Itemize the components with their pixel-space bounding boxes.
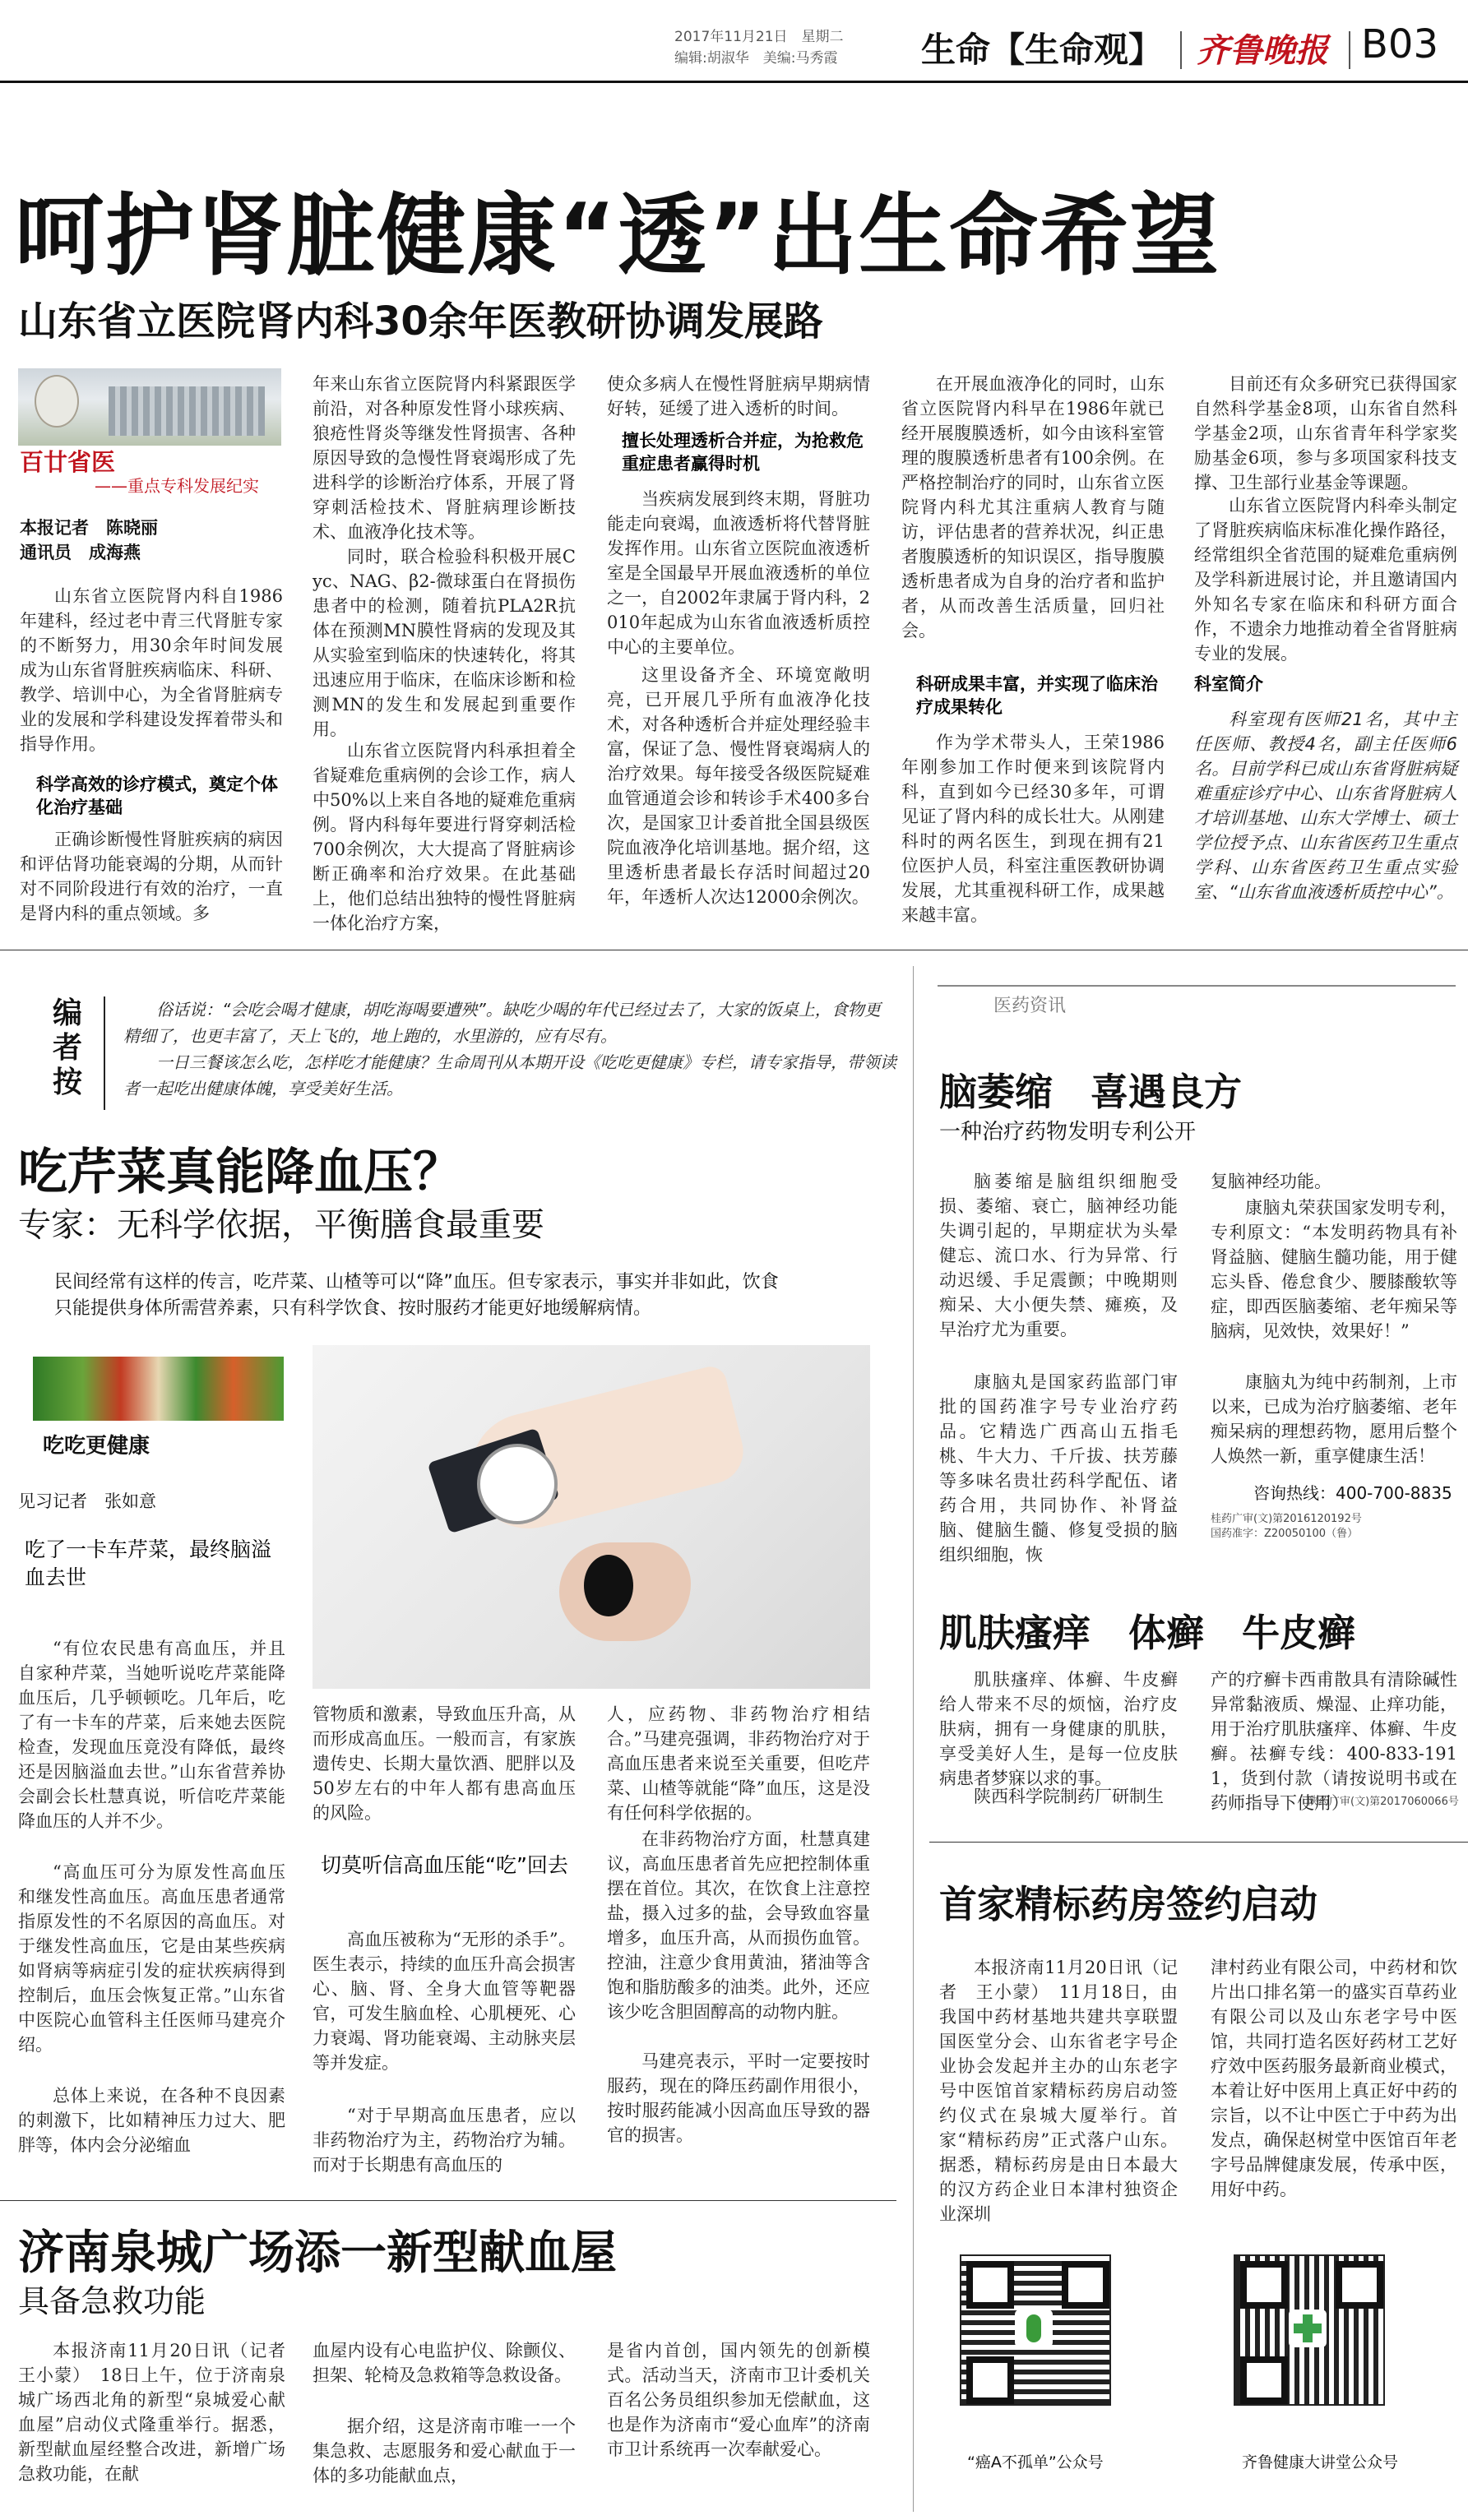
pharma-tag: 医药资讯 xyxy=(987,992,1072,1017)
lead-subtitle: 山东省立医院肾内科30余年医教研协调发展路 xyxy=(18,298,823,344)
column-tag: 吃吃更健康 xyxy=(43,1434,151,1459)
lead-col1-text: 山东省立医院肾内科自1986年建科，经过老中青三代肾脏专家的不断努力，用30余年时间发展成为山东省肾脏疾病临床、科研、教学、培训中心，为全省肾脏病专业的发展和学科建设发挥着带头和指导作用。 xyxy=(20,586,283,754)
page-number: B03 xyxy=(1361,21,1439,67)
celery-subhead-2: 切莫听信高血压能“吃”回去 xyxy=(321,1853,568,1877)
celery-headline: 吃芹菜真能降血压？ xyxy=(18,1144,462,1201)
ad1-phone: 咨询热线：400-700-8835 xyxy=(1253,1483,1452,1503)
qr-logo-icon xyxy=(1289,2310,1327,2347)
column-divider xyxy=(913,966,914,2512)
qr-code-1[interactable] xyxy=(960,2254,1111,2406)
issue-date: 2017年11月21日 星期二 xyxy=(674,29,844,45)
qr-caption-2: 齐鲁健康大讲堂公众号 xyxy=(1242,2453,1399,2471)
qr-caption-1: “癌A不孤单”公众号 xyxy=(967,2453,1104,2471)
paper-logo: 齐鲁晚报 xyxy=(1197,31,1328,70)
celery-col1c-text: 总体上来说，在各种不良因素的刺激下，比如精神压力过大、肥胖等，体内会分泌缩血 xyxy=(18,2086,285,2155)
pharma-news-rule xyxy=(929,1842,1468,1843)
celery-intro: 民间经常有这样的传言，吃芹菜、山楂等可以“降”血压。但专家表示，事实并非如此，饮食只能提供身体所需营养素，只有科学饮食、按时服药才能更好地缓解病情。 xyxy=(54,1272,779,1319)
ad2-headline: 肌肤瘙痒 体癣 牛皮癣 xyxy=(939,1611,1355,1655)
ad2-col1-text: 肌肤瘙痒、体癣、牛皮癣给人带来不尽的烦恼，治疗皮肤病，拥有一身健康的肌肤，享受美好人生，是每一位皮肤病患者梦寐以求的事。 xyxy=(939,1670,1178,1788)
pharma-top-rule xyxy=(938,985,1456,987)
celery-col3-text: 人，应药物、非药物治疗相结合。”马建亮强调，非药物治疗对于高血压患者来说至关重要，但吃芹菜、山楂等就能“降”血压，这是没有任何科学依据的。 xyxy=(607,1704,870,1823)
header-divider xyxy=(1349,31,1350,69)
celery-col1-text: “有位农民患有高血压，并且自家种芹菜，当她听说吃芹菜能降血压后，几乎顿顿吃。几年后，吃了有一卡车的芹菜，后来她去医院检查，发现血压竟没有降低，最终还是因脑溢血去世。”山东省营养协会副会长杜慧真说，听信吃芹菜能降血压的人并不少。 xyxy=(18,1639,285,1831)
pump-bulb-icon xyxy=(584,1555,633,1616)
editor-credits: 编辑:胡淑华 美编:马秀霞 xyxy=(674,50,838,67)
hospital-emblem xyxy=(35,375,79,428)
lead-col4-text: 在开展血液净化的同时，山东省立医院肾内科早在1986年就已经开展腹膜透析，如今由该科室管理的腹膜透析患者有100余例。在严格控制治疗的同时，山东省立医院肾内科尤其注重病人教育与随访，评估患者的营养状况，纠正患者腹膜透析的知识误区，指导腹膜透析患者成为自身的治疗者和监护者，从而改善生活质量，回归社会。 xyxy=(901,374,1165,640)
qr-finder-icon xyxy=(1062,2261,1109,2309)
vegetables-image xyxy=(33,1357,284,1421)
ad1-approval-2: 国药准字：Z20050100（鲁） xyxy=(1211,1528,1359,1540)
lead-col5-text: 目前还有众多研究已获得国家自然科学基金8项，山东省自然科学基金2项，山东省青年科学家奖励基金6项，参与多项国家科技支撑、卫生部行业基金等课题。 xyxy=(1194,374,1457,492)
gauge-icon xyxy=(477,1444,558,1524)
ad1-subtitle: 一种治疗药物发明专利公开 xyxy=(939,1120,1197,1144)
lead-col3c-text: 这里设备齐全、环境宽敞明亮，已开展几乎所有血液净化技术，对各种透析合并症处理经验丰富，保证了急、慢性肾衰竭病人的治疗效果。每年接受各级医院疑难血管通道会诊和转诊手术400多台次，是国家卫计委首批全国县级医院血液净化培训基地。据介绍，这里透析患者最长存活时间超过20年，年透析人次达12000余例次。 xyxy=(607,665,870,907)
ad1-col2-text: 复脑神经功能。 xyxy=(1211,1172,1331,1191)
lead-subhead-1: 科学高效的诊疗模式，奠定个体化治疗基础 xyxy=(36,774,278,817)
ad2-col2-text: 产的疗癣卡西甫散具有清除碱性异常黏液质、燥湿、止痒功能，用于治疗肌肤瘙痒、体癣、牛皮癣。祛癣专线：400-833-1911，货到付款（请按说明书或在药师指导下使用） xyxy=(1211,1670,1457,1813)
blood-col3-text: 是省内首创，国内领先的创新模式。活动当天，济南市卫计委机关百名公务员组织参加无偿献血，这也是作为济南市“爱心血库”的济南市卫计系统再一次奉献爱心。 xyxy=(607,2341,870,2459)
dept-profile-text: 科室现有医师21名，其中主任医师、教授4名，副主任医师6名。目前学科已成山东省肾脏病疑难重症诊疗中心、山东省肾脏病人才培训基地、山东大学博士、硕士学位授予点、山东省医药卫生重点学科、山东省医药卫生重点实验室、“山东省血液透析质控中心”。 xyxy=(1194,710,1457,902)
blood-subtitle: 具备急救功能 xyxy=(18,2283,206,2319)
news-col1-text: 本报济南11月20日讯（记者 王小蒙） 11月18日，由我国中药材基地共建共享联盟国医堂分会、山东省老字号企业协会发起并主办的山东老字号中医馆首家精标药房启动签约仪式在泉城大厦举行。首家“精标药房”正式落户山东。据悉，精标药房是由日本最大的汉方药企业日本津村独资企业深圳 xyxy=(939,1958,1178,2224)
blood-headline: 济南泉城广场添一新型献血屋 xyxy=(18,2226,617,2280)
lead-col5b-text: 山东省立医院肾内科牵头制定了肾脏疾病临床标准化操作路径，经常组织全省范围的疑难危重病例及学科新进展讨论，并且邀请国内外知名专家在临床和科研方面合作，不遗余力地推动着全省肾脏病专业的发展。 xyxy=(1194,496,1457,664)
ad1-col1b-text: 康脑丸是国家药监部门审批的国药准字号专业治疗药品。它精选广西高山五指毛桃、牛大力、千斤拔、扶芳藤等多味名贵壮药科学配伍、诸药合用，共同协作、补肾益脑、健脑生髓、修复受损的脑组织细胞，恢 xyxy=(939,1372,1178,1565)
celery-col1b-text: “高血压可分为原发性高血压和继发性高血压。高血压患者通常指原发性的不名原因的高血压。对于继发性高血压，它是由某些疾病如肾病等病症引发的症状疾病得到控制后，血压会恢复正常。”山东省中医院心血管科主任医师马建亮介绍。 xyxy=(18,1862,285,2055)
tree-icon xyxy=(1026,2314,1041,2342)
lead-subhead-3: 科研成果丰富，并实现了临床治疗成果转化 xyxy=(916,674,1158,717)
lead-col1b-text: 正确诊断慢性肾脏疾病的病因和评估肾功能衰竭的分期，从而针对不同阶段进行有效的治疗，一直是肾内科的重点领域。多 xyxy=(20,830,283,923)
lead-col3-text: 使众多病人在慢性肾脏病早期病情好转，延缓了进入透析的时间。 xyxy=(607,374,870,418)
celery-col2b-text: 高血压被称为“无形的杀手”。医生表示，持续的血压升高会损害心、脑、肾、全身大血管等靶器官，可发生脑血栓、心肌梗死、心力衰竭、肾功能衰竭、主动脉夹层等并发症。 xyxy=(313,1930,576,2073)
lead-col3b-text: 当疾病发展到终末期，肾脏功能走向衰竭，血液透析将代替肾脏发挥作用。山东省立医院血液透析室是全国最早开展血液透析的单位之一，自2002年隶属于肾内科，2010年起成为山东省血液透析质控中心的主要单位。 xyxy=(607,489,870,657)
blood-col2-text: 血屋内设有心电监护仪、除颤仪、担架、轮椅及急救箱等急救设备。 xyxy=(313,2341,576,2385)
series-subtitle: ——重点专科发展纪实 xyxy=(95,476,259,496)
ad1-col2b-text: 康脑丸荣获国家发明专利，专利原文：“本发明药物具有补肾益脑、健脑生髓功能，用于健忘头昏、倦怠食少、腰膝酸软等症，即西医脑萎缩、老年痴呆等脑病，见效快，效果好！” xyxy=(1211,1198,1457,1341)
ad1-col1-text: 脑萎缩是脑组织细胞受损、萎缩、衰亡，脑神经功能失调引起的，早期症状为头晕健忘、流口水、行为异常、行动迟缓、手足震颤；中晚期则痴呆、大小便失禁、瘫痪，及早治疗尤为重要。 xyxy=(939,1172,1178,1339)
reporter-byline: 本报记者 陈晓丽 xyxy=(20,518,158,538)
editor-note-divider xyxy=(104,996,105,1110)
correspondent-byline: 通讯员 成海燕 xyxy=(20,543,141,562)
cross-icon xyxy=(1294,2323,1322,2333)
lead-col2c-text: 山东省立医院肾内科承担着全省疑难危重病例的会诊工作，病人中50%以上来自各地的疑难危重病例。肾内科每年要进行肾穿刺活检700余例次，大大提高了肾脏病诊断正确率和治疗效果。在此基础上，他们总结出独特的慢性肾脏病一体化治疗方案， xyxy=(313,741,576,933)
blood-col2b-text: 据介绍，这是济南市唯一一个集急救、志愿服务和爱心献血于一体的多功能献血点， xyxy=(313,2416,576,2485)
lead-col4b-text: 作为学术带头人，王荣1986年刚参加工作时便来到该院肾内科，直到如今已经30多年，可谓见证了肾内科的成长壮大。从刚建科时的两名医生，到现在拥有21位医护人员，科室注重医教研协调发展，尤其重视科研工作，成果越来越丰富。 xyxy=(901,733,1165,925)
celery-subhead-1: 吃了一卡车芹菜，最终脑溢血去世 xyxy=(25,1537,272,1589)
celery-col3c-text: 马建亮表示，平时一定要按时服药，现在的降压药副作用很小，按时服药能减小因高血压导致的器官的损害。 xyxy=(607,2051,870,2145)
celery-bottom-rule xyxy=(0,2200,896,2201)
qr-finder-icon xyxy=(966,2261,1014,2309)
celery-col2-text: 管物质和激素，导致血压升高，从而形成高血压。一般而言，有家族遗传史、长期大量饮酒、肥胖以及50岁左右的中年人都有患高血压的风险。 xyxy=(313,1704,576,1823)
qr-code-2[interactable] xyxy=(1234,2254,1385,2406)
celery-col3b-text: 在非药物治疗方面，杜慧真建议，高血压患者首先应把控制体重摆在首位。其次，在饮食上注意控盐，摄入过多的盐，会导致血容量增多，血压升高，从而损伤血管。控油，注意少食用黄油，猪油等含饱和脂肪酸多的油类。此外，还应该少吃含胆固醇高的动物内脏。 xyxy=(607,1829,870,2022)
editor-note-label: 编者按 xyxy=(53,996,83,1099)
ad1-headline: 脑萎缩 喜遇良方 xyxy=(939,1070,1242,1114)
news-headline: 首家精标药房签约启动 xyxy=(939,1882,1317,1926)
blood-col1-text: 本报济南11月20日讯（记者 王小蒙） 18日上午，位于济南泉城广场西北角的新型“泉城爱心献血屋”启动仪式隆重举行。据悉，新型献血屋经整合改进，新增广场急救功能，在献 xyxy=(18,2341,303,2484)
series-badge: 百廿省医 xyxy=(20,448,116,476)
news-col2-text: 津村药业有限公司，中药材和饮片出口排名第一的盛实百草药业有限公司以及山东老字号中医馆，共同打造名医好药材工艺好疗效中医药服务最新商业模式，本着让好中医用上真正好中药的宗旨，以不让中医亡于中药为出发点，确保赵树堂中医馆百年老字号品牌健康发展，传承中医，用好中药。 xyxy=(1211,1958,1457,2199)
qr-logo-icon xyxy=(1015,2310,1053,2347)
header-divider xyxy=(1180,31,1182,69)
blood-pressure-photo xyxy=(313,1345,870,1689)
ad2-col1b-text: 陕西科学院制药厂研制生 xyxy=(974,1787,1164,1806)
ad1-col2c-text: 康脑丸为纯中药制剂，上市以来，已成为治疗脑萎缩、老年痴呆病的理想药物，愿用后整个人焕然一新，重享健康生活！ xyxy=(1211,1372,1457,1466)
celery-byline: 见习记者 张如意 xyxy=(18,1491,156,1511)
hospital-building xyxy=(109,386,265,436)
celery-col2c-text: “对于早期高血压患者，应以非药物治疗为主，药物治疗为辅。而对于长期患有高血压的 xyxy=(313,2106,576,2175)
lead-headline: 呵护肾脏健康“透”出生命希望 xyxy=(15,185,1220,288)
section-name: 生命【生命观】 xyxy=(921,30,1164,70)
lead-col2-text: 年来山东省立医院肾内科紧跟医学前沿，对各种原发性肾小球疾病、狼疮性肾炎等继发性肾损害、各种原因导致的急慢性肾衰竭形成了先进科学的诊断治疗体系，开展了肾穿刺活检技术、肾脏病理诊断技术、血液净化技术等。 xyxy=(313,374,576,542)
lead-subhead-4: 科室简介 xyxy=(1194,674,1263,694)
qr-finder-icon xyxy=(1336,2261,1383,2309)
celery-subtitle: 专家：无科学依据，平衡膳食最重要 xyxy=(18,1206,544,1244)
qr-finder-icon xyxy=(966,2356,1014,2404)
qr-finder-icon xyxy=(1240,2261,1288,2309)
hospital-photo xyxy=(18,368,281,446)
ad2-approval: 陕药广审(文)第2017060066号 xyxy=(1308,1796,1459,1808)
lead-subhead-2: 擅长处理透析合并症，为抢救危重症患者赢得时机 xyxy=(622,431,864,474)
qr-finder-icon xyxy=(1240,2356,1288,2404)
lead-col2b-text: 同时，联合检验科积极开展Cyc、NAG、β2-微球蛋白在肾损伤患者中的检测，随着抗PLA2R抗体在预测MN膜性肾病的发现及其从实验室到临床的快速转化，将其迅速应用于临床，在临床诊断和检测MN的发生和发展起到重要作用。 xyxy=(313,547,576,739)
header-rule xyxy=(0,81,1468,83)
editor-note-text: 俗话说：“会吃会喝才健康，胡吃海喝要遭殃”。缺吃少喝的年代已经过去了，大家的饭桌上，食物更精细了，也更丰富了，天上飞的，地上跑的，水里游的，应有尽有。 一日三餐该怎么吃，怎样吃才能健康？生命周刊从本期开设《吃吃更健康》专栏，请专家指导，带领读者一起吃出健康体魄，享受美好生活。 xyxy=(123,1000,896,1098)
ad1-approval: 桂药广审(文)第2016120192号 xyxy=(1211,1513,1362,1525)
